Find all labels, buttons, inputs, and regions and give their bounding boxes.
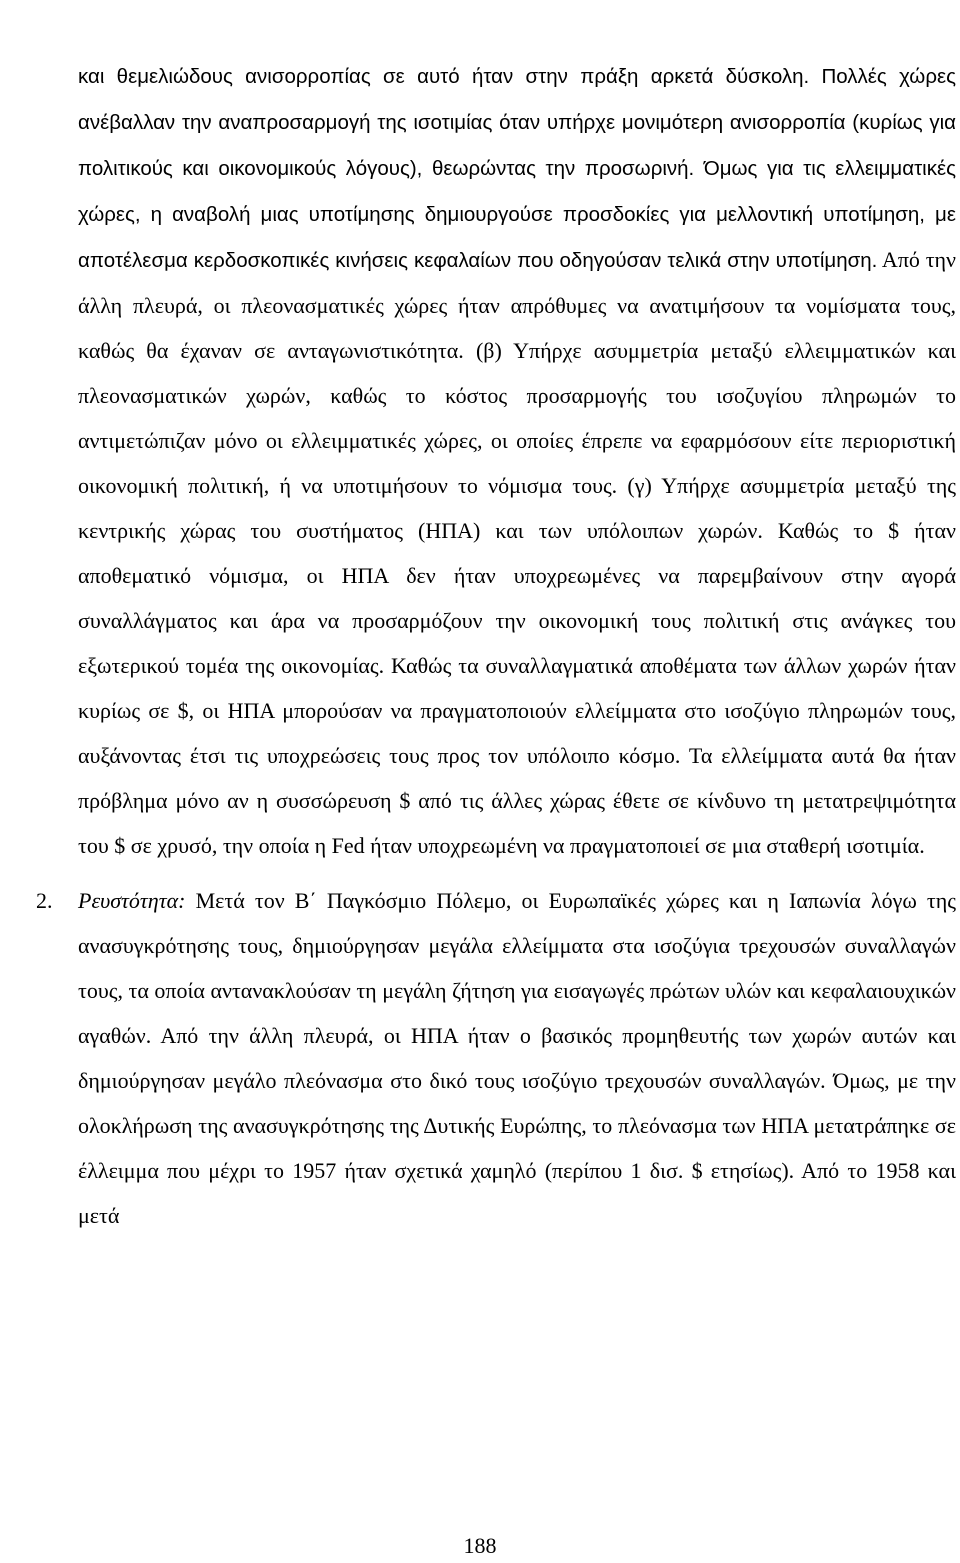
paragraph-segment-sans-1: και θεμελιώδους ανισορροπίας σε αυτό ήταν στην πράξη αρκετά δύσκολη. Πολλές χώρες ανέβαλλαν την αναπροσαρμογή της ισοτιμίας όταν υπήρχε μονιμότερη ανισορροπία (κυρίως για πολιτικούς και οικονομικούς λόγους), θεωρώντας την προσωρινή. Όμως για τις ελλειμματικές χώρες, η αναβολή μιας υποτίμησης δημιουργούσε προσδοκίες για μελλοντική υποτίμηση, με αποτέλεσμα κερδοσκοπικές κινήσεις κεφαλαίων που οδηγούσαν τελικά στην υποτίμηση. [78, 65, 956, 272]
paragraph-segment-serif-1: Από την άλλη πλευρά, οι πλεονασματικές χώρες ήταν απρόθυμες να ανατιμήσουν τα νομίσματα τους, καθώς θα έχαναν σε ανταγωνιστικότητα. [78, 247, 956, 363]
item-heading: Ρευστότητα: [78, 888, 186, 913]
item-number: 2. [36, 888, 53, 913]
numbered-item-2 [36, 878, 956, 1238]
paragraph-segment-serif-2: (β) Υπήρχε ασυμμετρία μεταξύ ελλειμματικών και πλεονασματικών χωρών, καθώς το κόστος προσαρμογής του ισοζυγίου πληρωμών το αντιμετώπιζαν μόνο οι ελλειμματικές χώρες, οι οποίες έπρεπε να εφαρμόσουν είτε περιοριστική οικονομική πολιτική, ή να υποτιμήσουν το νόμισμα τους. (γ) Υπήρχε ασυμμετρία μεταξύ της κεντρικής χώρας του συστήματος (ΗΠΑ) και των υπόλοιπων χωρών. [78, 338, 957, 543]
page-number: 188 [463, 1533, 497, 1558]
item-text: Μετά τον Β΄ Παγκόσμιο Πόλεμο, οι Ευρωπαϊκές χώρες και η Ιαπωνία λόγω της ανασυγκρότησης τους, δημιούργησαν μεγάλα ελλείμματα στα ισοζύγια τρεχουσών συναλλαγών τους, τα οποία αντανακλούσαν τη μεγάλη ζήτηση για εισαγωγές πρώτων υλών και κεφαλαιουχικών αγαθών. Από την άλλη πλευρά, οι ΗΠΑ ήταν ο βασικός προμηθευτής των χωρών αυτών και δημιούργησαν μεγάλο πλεόνασμα στο δικό τους ισοζύγιο τρεχουσών συναλλαγών. Όμως, με την ολοκλήρωση της ανασυγκρότησης της Δυτικής Ευρώπης, το πλεόνασμα των ΗΠΑ μετατράπηκε σε έλλειμμα που μέχρι το 1957 ήταν σχετικά χαμηλό (περίπου 1 δισ. $ ετησίως). Από το 1958 και μετά [78, 888, 956, 1228]
document-page [36, 0, 957, 1563]
item-paragraph [78, 878, 956, 1238]
body-paragraph [78, 0, 956, 868]
paragraph-segment-serif-3: Καθώς το $ ήταν αποθεματικό νόμισμα, οι ΗΠΑ δεν ήταν υποχρεωμένες να παρεμβαίνουν στην αγορά συναλλάγματος και άρα να προσαρμόζουν την οικονομική τους πολιτική στις ανάγκες του εξωτερικού τομέα της οικονομίας. Καθώς τα συναλλαγματικά αποθέματα των άλλων χωρών ήταν κυρίως σε $, οι ΗΠΑ μπορούσαν να πραγματοποιούν ελλείμματα στο ισοζύγιο πληρωμών τους, αυξάνοντας έτσι τις υποχρεώσεις τους προς τον υπόλοιπο κόσμο. Τα ελλείμματα αυτά θα ήταν πρόβλημα μόνο αν η συσσώρευση $ από τις άλλες χώρας έθετε σε κίνδυνο τη μετατρεψιμότητα του $ σε χρυσό, την οποία η Fed ήταν υποχρεωμένη να πραγματοποιεί σε μια σταθερή ισοτιμία. [78, 518, 956, 858]
